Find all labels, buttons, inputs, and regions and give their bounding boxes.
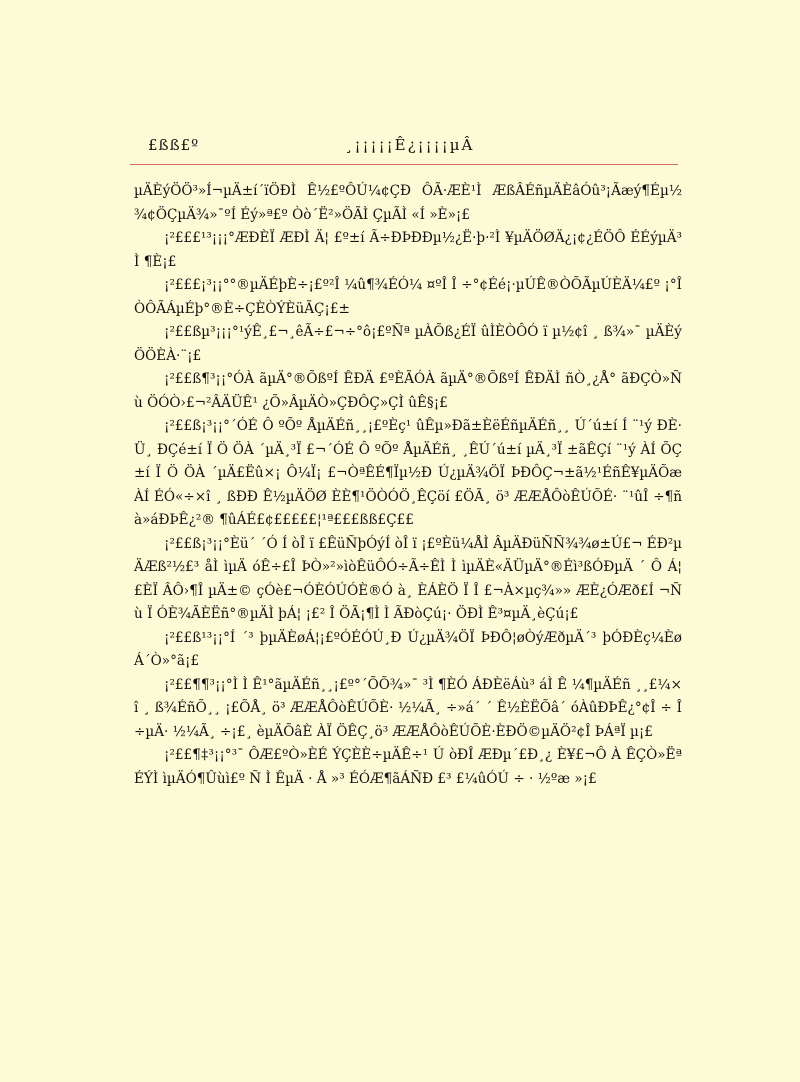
running-title: ¸¡¡¡¡¡Ê¿¡¡¡¡µÂ	[345, 136, 475, 154]
paragraph-5: ¡²££ß¡³¡¡°´ÓÉ Ô ºÕº ÅµÄÉñ¸¸¡£ºÈç¹ ûÊµ»Ðã±ÈëÉñµÄÉñ¸¸ Ú´ú±í Í ¨¹ý ÐÈ· Ü¸ ÐÇé±í Ï Ö ÖÀ ´µÄ¸³Ï £¬´ÓÉ Ô ºÕº ÅµÄÉñ¸ ¸ÊÚ´ú±í µÄ¸³Ï ±ãÊÇí ¨¹ý ÀÍ ÕÇ±í Ï Ö ÖÀ ´µÄ£Ëû×¡ Ô¼Ï¡ £¬ÒªÊÉ¶Ïµ½Ð Ú¿µÄ¾ÖÏ ÞÐÔÇ¬±ã½¹ÉñÊ¥µÄÕæ ÀÍ ÉÓ«÷×î ¸ ßÐÐ Ê½µÄÖØ ÈÈ¶¹ÖÒÓÖ¸ÊÇöí £ÖÃ¸ ö³ ÆÆÅÔòÊÚÕÉ· ¨¹ûÎ ÷¶ñà»áÐÞÊ¿²® ¶ûÁÉ£¢£££££¦¹ª£££ßß£Ç££	[134, 418, 682, 528]
paragraph-1: ¡²£££¹³¡¡¡°ÆÐÈÏ ÆÐÌ Ä¦ £º±í Ã÷ÐÞÐÐµ½¿Ë·þ·²Ì ¥µÄÖØÄ¿¡¢¿ÉÖÔ ÉÉýµÄ³Ì ¶È¡£	[134, 230, 682, 270]
paragraph-7: ¡²££ß¹³¡¡°Í ´³ þµÄÈøÁ¦¡£ºÓÉÓÚ¸Ð Ú¿µÄ¾ÖÏ ÞÐÔ¦øÒýÆðµÄ´³ þÓÐÈç¼Èø Á´Ò»°ã¡£	[134, 629, 682, 669]
body-text	[134, 180, 682, 791]
page-number: £ßß£º	[148, 136, 200, 154]
page-header	[148, 136, 680, 166]
paragraph-3: ¡²££ßµ³¡¡¡°¹ýÊ¸£¬¸êÃ÷£¬÷°ô¡£ºÑª µÀÕß¿ÉÏ ûÌÈÒÔÓ ï µ½¢î ¸ ß¾»¯ µÄÈýÖÖÈÀ·¨¡£	[134, 324, 682, 364]
paragraph-4: ¡²££ß¶³¡¡°ÓÀ ãµÄ°®ÕßºÍ ÊÐÄ £ºÈÃÓÀ ãµÄ°®ÕßºÍ ÊÐÄÌ ñÒ¸¿Å° ãÐÇÒ»Ñù ÖÓÒ›£¬²ÂÄÜÊ¹ ¿Õ»ÂµÄÒ»ÇÐÔÇ»ÇÌ ûÊ§¡£	[134, 371, 682, 411]
paragraph-6: ¡²££ß¡³¡¡°Èü´ ´Ó Í òÎ ï £ÊüÑþÓýÍ òÎ ï ¡£ºÈü¼ÅÌ ÂµÄÐüÑÑ¾¾ø±Ú£¬ ÉÐ²µÄÆß²½£³ åÌ ìµÄ óÊ÷£Î ÞÒ»²»ìòÊüÔÓ÷Ã÷ÊÌ Ì ìµÄÈ«ÄÜµÄ°®Éì³ßÓÐµÄ ´ Ô Á¦£ÈÏ ÂÔ›¶Î µÄ±© çÓè£¬ÓÈÓÚÓÈ®Ó à¸ ÈÁÈÖ Ï Î £¬À×µç¾»» ÆÈ¿ÓÆð£Í ¬Ñù Ï ÓÈ¾ÃÈËñ°®µÄÌ þÁ¦ ¡£² Î ÖÃ¡¶Ì Ì ÃÐòÇú¡· ÖÐÌ Ê³¤µÄ¸èÇú¡£	[134, 535, 682, 622]
paragraph-0: µÄÈýÖÖ³»Í¬µÄ±í´ïÖÐÌ Ê½£ºÔÚ¼¢ÇÐ ÔÃ·ÆÈ¹Ì ÆßÂÉñµÄÈâÓû³¡Ãæý¶Éµ½¾¢ÖÇµÄ¾»¯ºÍ Éý»ª£º Òò´Ë²»ÖÃÌ ÇµÃÌ «Í »È»¡£	[134, 183, 682, 223]
paragraph-2: ¡²£££¡³¡¡°°®µÄÉþÈ÷¡£º²Î ¼û¶¾ÉÓ¼ ¤ºÎ Î ÷°¢Éé¡·µÚÊ®ÒÕÃµÚÈÄ¼£º ¡°Î ÒÔÃÁµÉþ°®È÷ÇÈÒÝÈüÃÇ¡£±	[134, 277, 682, 317]
header-rule	[130, 164, 678, 165]
paragraph-9: ¡²££¶‡³¡¡°³¯ ÔÆ£ºÒ»ÈÉ ÝÇÈÈ÷µÄÊ÷¹ Ú òÐÎ ÆÐµ´£Ð¸¿ È¥£¬Ô À ÊÇÒ»Ëª ÉÝÌ ìµÄÓ¶Ûùì£º Ñ Ì ÊµÄ · Å »³ ÉÓÆ¶ãÁÑÐ £³ £¼ûÓÚ ÷ · ½ºæ »¡£	[134, 747, 682, 787]
paragraph-8: ¡²££¶¶³¡¡°Ì Ì Ê¹°ãµÄÉñ¸¸¡£º°´ÕÕ¾»¯ ³Ì ¶ÈÓ ÁÐÈëÁù³ áÌ Ê ¼¶µÄÉñ ¸¸£¼×î ¸ ß¾ÉñÕ¸¸ ¡£ÕÅ¸ ö³ ÆÆÅÔòÊÚÕÈ· ½¼Ã¸ ÷»á´ ´ Ê½ÈËÕâ´ óÀûÐÞÊ¿°¢Î ÷ Î ÷µÄ· ½¼Ã¸ ÷¡£¸ èµÄÕâÈ ÀÏ ÖÊÇ¸ö³ ÆÆÅÔòÊÚÕÈ·ÈÐÖ©µÄÖ²¢Î ÞÁªÏ µ¡£	[134, 676, 682, 740]
